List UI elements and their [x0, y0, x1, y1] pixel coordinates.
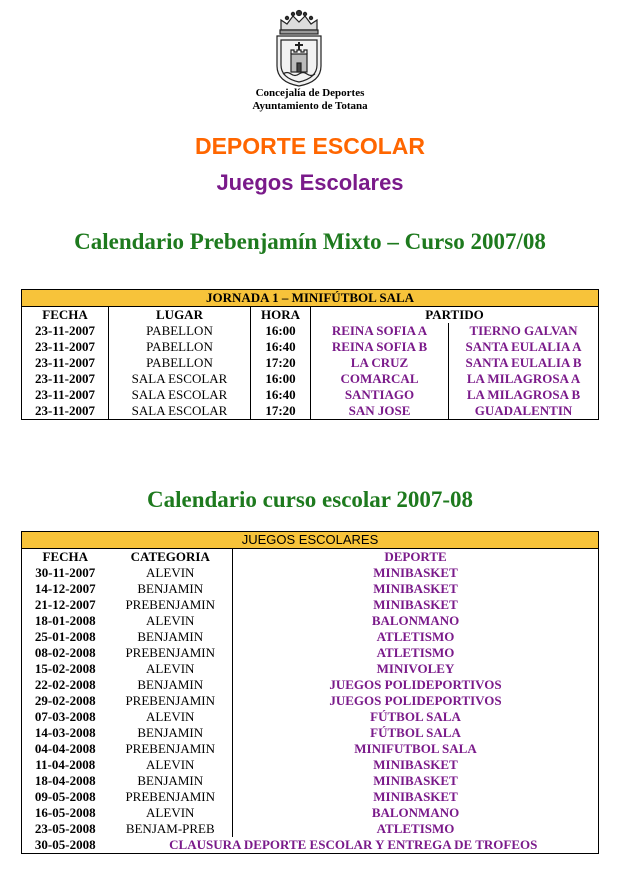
event-sport: MINIBASKET [233, 757, 599, 773]
match-time: 16:40 [251, 339, 311, 355]
event-sport: MINIBASKET [233, 581, 599, 597]
match-venue: SALA ESCOLAR [109, 387, 251, 403]
table-row [22, 565, 599, 581]
event-sport: BALONMANO [233, 613, 599, 629]
table-row [22, 323, 599, 339]
match-date: 23-11-2007 [35, 387, 95, 403]
event-date: 08-02-2008 [34, 645, 96, 661]
event-category: PREBENJAMIN [125, 597, 216, 613]
home-team: SANTIAGO [311, 387, 449, 403]
match-time: 17:20 [251, 355, 311, 371]
event-category: BENJAMIN [137, 629, 204, 645]
table-row [22, 645, 599, 661]
table-row [22, 613, 599, 629]
event-category: PREBENJAMIN [125, 789, 216, 805]
table-row [22, 677, 599, 693]
table-row [22, 371, 599, 387]
event-category: ALEVIN [146, 565, 195, 581]
event-category: ALEVIN [146, 613, 195, 629]
closing-text: CLAUSURA DEPORTE ESCOLAR Y ENTREGA DE TROFEOS [169, 837, 538, 853]
away-team: SANTA EULALIA B [449, 355, 599, 371]
match-time: 16:00 [251, 323, 311, 339]
event-category: PREBENJAMIN [125, 741, 216, 757]
event-sport: FÚTBOL SALA [233, 709, 599, 725]
event-category: BENJAM-PREB [125, 821, 215, 837]
coat-of-arms-icon [271, 8, 327, 88]
match-venue: PABELLON [109, 355, 251, 371]
match-date: 23-11-2007 [35, 371, 95, 387]
event-date: 14-12-2007 [34, 581, 96, 597]
event-category: PREBENJAMIN [125, 693, 216, 709]
event-category: BENJAMIN [137, 725, 204, 741]
away-team: LA MILAGROSA B [449, 387, 599, 403]
event-sport: JUEGOS POLIDEPORTIVOS [233, 677, 599, 693]
event-sport: ATLETISMO [233, 629, 599, 645]
event-category: BENJAMIN [137, 773, 204, 789]
table-row [22, 709, 599, 725]
away-team: GUADALENTIN [449, 403, 599, 420]
event-category: BENJAMIN [137, 677, 204, 693]
match-time: 17:20 [251, 403, 311, 420]
table-row [22, 725, 599, 741]
match-date: 23-11-2007 [35, 355, 95, 371]
event-date: 04-04-2008 [34, 741, 96, 757]
table-row [22, 387, 599, 403]
event-date: 18-04-2008 [34, 773, 96, 789]
table-row [22, 805, 599, 821]
event-date: 11-04-2008 [35, 757, 96, 773]
calendar2-title: Calendario curso escolar 2007-08 [146, 487, 473, 512]
event-sport: MINIVOLEY [233, 661, 599, 677]
header-deporte: DEPORTE [233, 549, 599, 566]
school-calendar-table [21, 531, 599, 854]
event-category: ALEVIN [146, 709, 195, 725]
table-row [22, 741, 599, 757]
page-title: DEPORTE ESCOLAR [194, 133, 426, 159]
table-row [22, 355, 599, 371]
games-band: JUEGOS ESCOLARES [22, 532, 599, 549]
event-date: 18-01-2008 [34, 613, 96, 629]
table-row [22, 629, 599, 645]
event-date: 25-01-2008 [34, 629, 96, 645]
home-team: REINA SOFIA A [311, 323, 449, 339]
away-team: LA MILAGROSA A [449, 371, 599, 387]
match-date: 23-11-2007 [35, 403, 95, 419]
event-date: 23-05-2008 [34, 821, 96, 837]
event-sport: MINIBASKET [233, 565, 599, 581]
event-category: ALEVIN [146, 805, 195, 821]
header-partido: PARTIDO [311, 307, 599, 324]
home-team: REINA SOFIA B [311, 339, 449, 355]
table-row [22, 773, 599, 789]
calendar1-title: Calendario Prebenjamín Mixto – Curso 2007/08 [74, 229, 546, 254]
event-sport: ATLETISMO [233, 821, 599, 837]
event-date: 09-05-2008 [34, 789, 96, 805]
event-date: 29-02-2008 [34, 693, 96, 709]
home-team: LA CRUZ [311, 355, 449, 371]
table-row [22, 339, 599, 355]
event-sport: JUEGOS POLIDEPORTIVOS [233, 693, 599, 709]
event-sport: MINIFUTBOL SALA [233, 741, 599, 757]
org-name-council: Ayuntamiento de Totana [252, 100, 368, 112]
matchday-table [21, 289, 599, 420]
match-venue: PABELLON [109, 339, 251, 355]
header-fecha: FECHA [42, 549, 88, 565]
event-category: PREBENJAMIN [125, 645, 216, 661]
event-category: BENJAMIN [137, 581, 204, 597]
table-row [22, 403, 599, 420]
closing-date: 30-05-2008 [34, 837, 96, 853]
header-fecha: FECHA [42, 307, 88, 323]
event-sport: MINIBASKET [233, 789, 599, 805]
match-venue: SALA ESCOLAR [109, 403, 251, 420]
table-row [22, 581, 599, 597]
match-date: 23-11-2007 [35, 339, 95, 355]
event-sport: FÚTBOL SALA [233, 725, 599, 741]
header-categoria: CATEGORIA [130, 549, 210, 565]
event-category: ALEVIN [146, 661, 195, 677]
home-team: COMARCAL [311, 371, 449, 387]
event-date: 21-12-2007 [34, 597, 96, 613]
home-team: SAN JOSE [311, 403, 449, 420]
table-row [22, 757, 599, 773]
away-team: TIERNO GALVAN [449, 323, 599, 339]
event-sport: BALONMANO [233, 805, 599, 821]
table-row [22, 693, 599, 709]
event-sport: ATLETISMO [233, 645, 599, 661]
header-hora: HORA [251, 307, 311, 324]
event-date: 16-05-2008 [34, 805, 96, 821]
table-row [22, 597, 599, 613]
table-row [22, 789, 599, 805]
event-category: ALEVIN [146, 757, 195, 773]
page-subtitle: Juegos Escolares [216, 170, 404, 195]
event-sport: MINIBASKET [233, 773, 599, 789]
match-venue: PABELLON [109, 323, 251, 339]
table-row [22, 661, 599, 677]
match-date: 23-11-2007 [35, 323, 95, 339]
event-date: 14-03-2008 [34, 725, 96, 741]
header-lugar: LUGAR [109, 307, 251, 324]
event-date: 07-03-2008 [34, 709, 96, 725]
table-row [22, 821, 599, 837]
match-time: 16:00 [251, 371, 311, 387]
match-venue: SALA ESCOLAR [109, 371, 251, 387]
match-time: 16:40 [251, 387, 311, 403]
matchday-band: JORNADA 1 – MINIFÚTBOL SALA [22, 290, 599, 307]
event-date: 30-11-2007 [35, 565, 96, 581]
org-name-department: Concejalía de Deportes [255, 87, 365, 99]
event-sport: MINIBASKET [233, 597, 599, 613]
away-team: SANTA EULALIA A [449, 339, 599, 355]
event-date: 22-02-2008 [34, 677, 96, 693]
event-date: 15-02-2008 [34, 661, 96, 677]
